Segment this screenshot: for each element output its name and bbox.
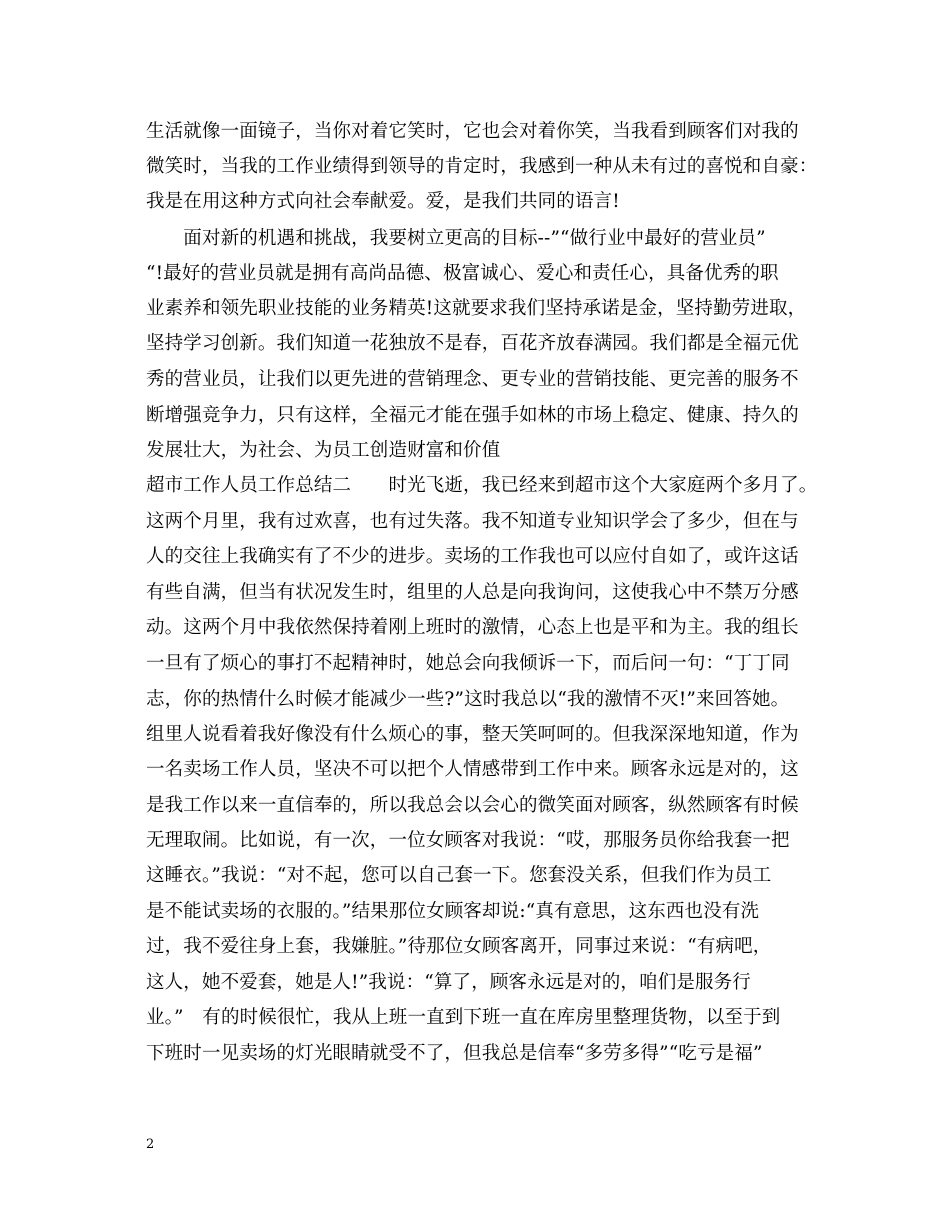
text-line: 是我工作以来一直信奉的，所以我总会以会心的微笑面对顾客，纵然顾客有时候	[146, 795, 799, 816]
text-line: 过，我不爱往身上套，我嫌脏。”待那位女顾客离开，同事过来说：“有病吧，	[146, 936, 772, 957]
text-line: 秀的营业员，让我们以更先进的营销理念、更专业的营销技能、更完善的服务不	[146, 369, 799, 390]
text-line: 微笑时，当我的工作业绩得到领导的肯定时，我感到一种从未有过的喜悦和自豪：	[146, 156, 818, 177]
text-line: “!最好的营业员就是拥有高尚品德、极富诚心、爱心和责任心，具备优秀的职	[146, 263, 779, 284]
text-line: 这两个月里，我有过欢喜，也有过失落。我不知道专业知识学会了多少，但在与	[146, 511, 799, 532]
text-line: 业素养和领先职业技能的业务精英!这就要求我们坚持承诺是金，坚持勤劳进取，	[146, 298, 807, 319]
text-line: 坚持学习创新。我们知道一花独放不是春，百花齐放春满园。我们都是全福元优	[146, 333, 799, 354]
text-line: 一名卖场工作人员，坚决不可以把个人情感带到工作中来。顾客永远是对的，这	[146, 759, 799, 780]
text-line: 无理取闹。比如说，有一次，一位女顾客对我说：“哎，那服务员你给我套一把	[146, 830, 790, 851]
section-heading-line: 超市工作人员工作总结二 时光飞逝，我已经来到超市这个大家庭两个多月了。	[146, 475, 818, 496]
text-line: 业。” 有的时候很忙，我从上班一直到下班一直在库房里整理货物，以至于到	[146, 1007, 781, 1028]
text-line: 面对新的机遇和挑战，我要树立更高的目标--”“做行业中最好的营业员”	[146, 228, 766, 249]
text-line: 是不能试卖场的衣服的。”结果那位女顾客却说:“真有意思，这东西也没有洗	[146, 901, 760, 922]
text-line: 有些自满，但当有状况发生时，组里的人总是向我询问，这使我心中不禁万分感	[146, 582, 799, 603]
text-line: 生活就像一面镜子，当你对着它笑时，它也会对着你笑，当我看到顾客们对我的	[146, 121, 799, 142]
text-line: 人的交往上我确实有了不少的进步。卖场的工作我也可以应付自如了，或许这话	[146, 546, 799, 567]
text-line: 组里人说看着我好像没有什么烦心的事，整天笑呵呵的。但我深深地知道，作为	[146, 724, 799, 745]
text-line: 下班时一见卖场的灯光眼睛就受不了，但我总是信奉“多劳多得”“吃亏是福”	[146, 1043, 763, 1064]
text-line: 这人，她不爱套，她是人!”我说：“算了，顾客永远是对的，咱们是服务行	[146, 972, 751, 993]
text-line: 志，你的热情什么时候才能减少一些?”这时我总以“我的激情不灭!”来回答她。	[146, 689, 790, 710]
text-line: 动。这两个月中我依然保持着刚上班时的激情，心态上也是平和为主。我的组长	[146, 617, 799, 638]
text-line: 这睡衣。”我说：“对不起，您可以自己套一下。您套没关系，但我们作为员工	[146, 865, 772, 886]
text-line: 发展壮大，为社会、为员工创造财富和价值	[146, 440, 501, 461]
text-line: 断增强竞争力，只有这样，全福元才能在强手如林的市场上稳定、健康、持久的	[146, 405, 799, 426]
text-line: 我是在用这种方式向社会奉献爱。爱，是我们共同的语言!	[146, 191, 620, 212]
page-number: 2	[146, 1137, 155, 1152]
text-line: 一旦有了烦心的事打不起精神时，她总会向我倾诉一下，而后问一句：“丁丁同	[146, 653, 790, 674]
